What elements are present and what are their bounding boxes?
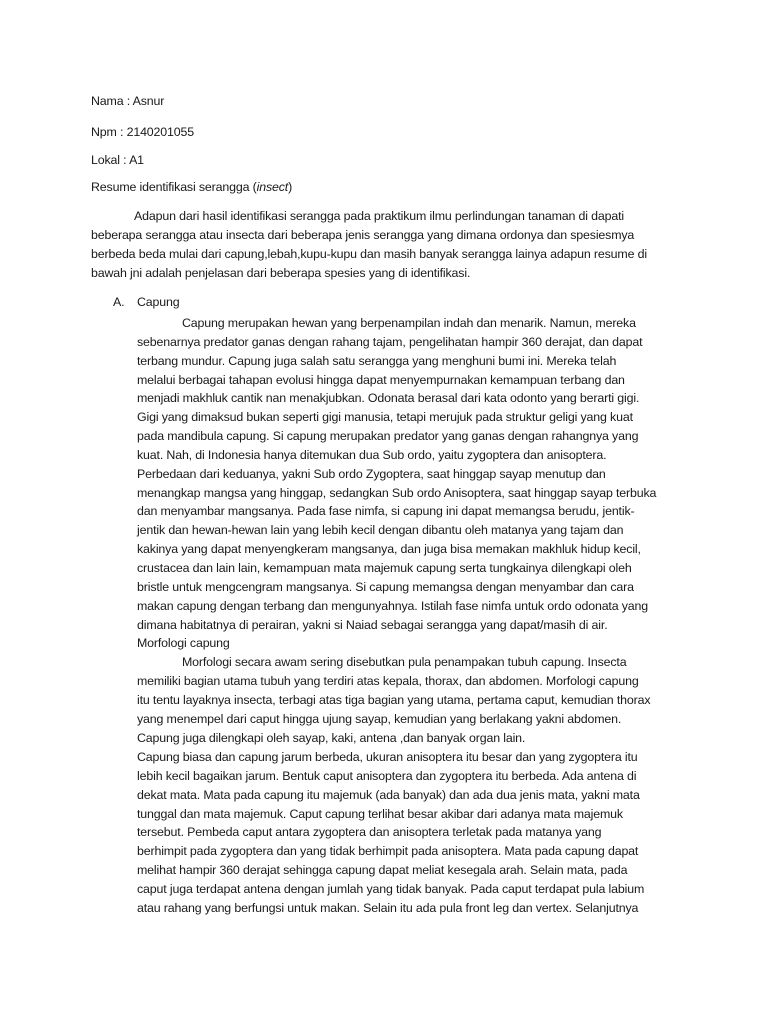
intro-paragraph (91, 207, 674, 283)
document-title (91, 180, 292, 194)
body-line: tunggal dan mata majemuk. Caput capung terlihat besar akibar dari adanya mata majemuk (137, 806, 623, 821)
lokal-line: Lokal : A1 (91, 153, 144, 167)
body-line: crustacea dan lain lain, kemampuan mata majemuk capung serta tungkainya dilengkapi oleh (137, 560, 632, 575)
body-line: melalui berbagai tahapan evolusi hingga dapat menyempurnakan kemampuan terbang dan (137, 372, 625, 387)
body-line: kuat. Nah, di Indonesia hanya ditemukan dua Sub ordo, yaitu zygoptera dan anisoptera. (137, 447, 607, 462)
body-line: terbang mundur. Capung juga salah satu serangga yang menghuni bumi ini. Mereka telah (137, 353, 617, 368)
body-line: dekat mata. Mata pada capung itu majemuk (ada banyak) dan ada dua jenis mata, yakni mata (137, 787, 640, 802)
body-line: Gigi yang dimaksud bukan seperti gigi manusia, tetapi merujuk pada struktur geligi yang kuat (137, 410, 633, 425)
body-line: dan menyambar mangsanya. Pada fase nimfa, si capung ini dapat memangsa berudu, jentik- (137, 504, 635, 519)
section-title: Capung (137, 295, 180, 309)
body-line: menangkap mangsa yang hinggap, sedangkan Sub ordo Anisoptera, saat hinggap sayap terbuka (137, 485, 657, 500)
body-line: pada mandibula capung. Si capung merupakan predator yang ganas dengan rahangnya yang (137, 429, 639, 444)
body-line: Capung juga dilengkapi oleh sayap, kaki, antena ,dan banyak organ lain. (137, 730, 526, 745)
body-line: atau rahang yang berfungsi untuk makan. Selain itu ada pula front leg dan vertex. Selanjutnya (137, 900, 639, 915)
title-prefix: Resume identifikasi serangga ( (91, 180, 257, 194)
intro-line: Adapun dari hasil identifikasi serangga pada praktikum ilmu perlindungan tanaman di dapati (134, 209, 625, 223)
section-body (137, 314, 697, 747)
body-line: menjadi makhluk cantik nan menakjubkan. Odonata berasal dari kata odonto yang berarti gigi. (137, 391, 640, 406)
title-suffix: ) (288, 180, 293, 194)
section-heading (113, 295, 180, 309)
body-line: lebih kecil bagaikan jarum. Bentuk caput anisoptera dan zygoptera itu berbeda. Ada antena di (137, 768, 637, 783)
body-line: Capung merupakan hewan yang berpenampilan indah dan menarik. Namun, mereka (182, 316, 636, 330)
title-italic: insect (256, 180, 289, 194)
body-line: bristle untuk mengcengram mangsanya. Si capung memangsa dengan menyambar dan cara (137, 579, 634, 594)
body-line: jentik dan hewan-hewan lain yang lebih kecil dengan dibantu oleh matanya yang tajam dan (137, 523, 624, 538)
second-paragraph (137, 748, 697, 918)
name-line: Nama : Asnur (91, 94, 165, 108)
body-line: Capung biasa dan capung jarum berbeda, ukuran anisoptera itu besar dan yang zygoptera itu (137, 750, 638, 764)
section-letter: A. (113, 295, 125, 309)
npm-line: Npm : 2140201055 (91, 125, 194, 139)
body-line: caput juga terdapat antena dengan jumlah yang tidak banyak. Pada caput terdapat pula labium (137, 881, 645, 896)
body-line: tersebut. Pembeda caput antara zygoptera dan anisoptera terletak pada matanya yang (137, 825, 602, 840)
subheading-morfologi: Morfologi capung (137, 636, 230, 651)
body-line: memiliki bagian utama tubuh yang terdiri atas kepala, thorax, dan abdomen. Morfologi capung (137, 674, 639, 689)
body-line: melihat hampir 360 derajat sehingga capung dapat meliat kesegala arah. Selain mata, pada (137, 863, 628, 878)
body-line: Morfologi secara awam sering disebutkan pula penampakan tubuh capung. Insecta (182, 655, 627, 670)
intro-line: bawah jni adalah penjelasan dari beberapa spesies yang di identifikasi. (91, 266, 471, 280)
body-line: sebenarnya predator ganas dengan rahang tajam, pengelihatan hampir 360 derajat, dan dapat (137, 334, 643, 349)
intro-line: beberapa serangga atau insecta dari beberapa jenis serangga yang dimana ordonya dan spesiesmya (91, 228, 635, 242)
body-line: berhimpit pada zygoptera dan yang tidak berhimpit pada anisoptera. Mata pada capung dapat (137, 844, 639, 859)
body-line: itu tentu layaknya insecta, terbagi atas tiga bagian yang utama, pertama caput, kemudian thorax (137, 692, 651, 707)
body-line: yang menempel dari caput hingga ujung sayap, kemudian yang berlakang yakni abdomen. (137, 711, 622, 726)
body-line: Perbedaan dari keduanya, yakni Sub ordo Zygoptera, saat hinggap sayap menutup dan (137, 466, 606, 481)
body-line: dimana habitatnya di perairan, yakni si Naiad sebagai serangga yang dapat/masih di air. (137, 617, 608, 632)
body-line: kakinya yang dapat menyengkeram mangsanya, dan juga bisa memakan makhluk hidup kecil, (137, 542, 641, 557)
intro-line: berbeda beda mulai dari capung,lebah,kupu-kupu dan masih banyak serangga lainya adapun resume di (91, 247, 647, 261)
body-line: makan capung dengan terbang dan mengunyahnya. Istilah fase nimfa untuk ordo odonata yang (137, 598, 649, 613)
